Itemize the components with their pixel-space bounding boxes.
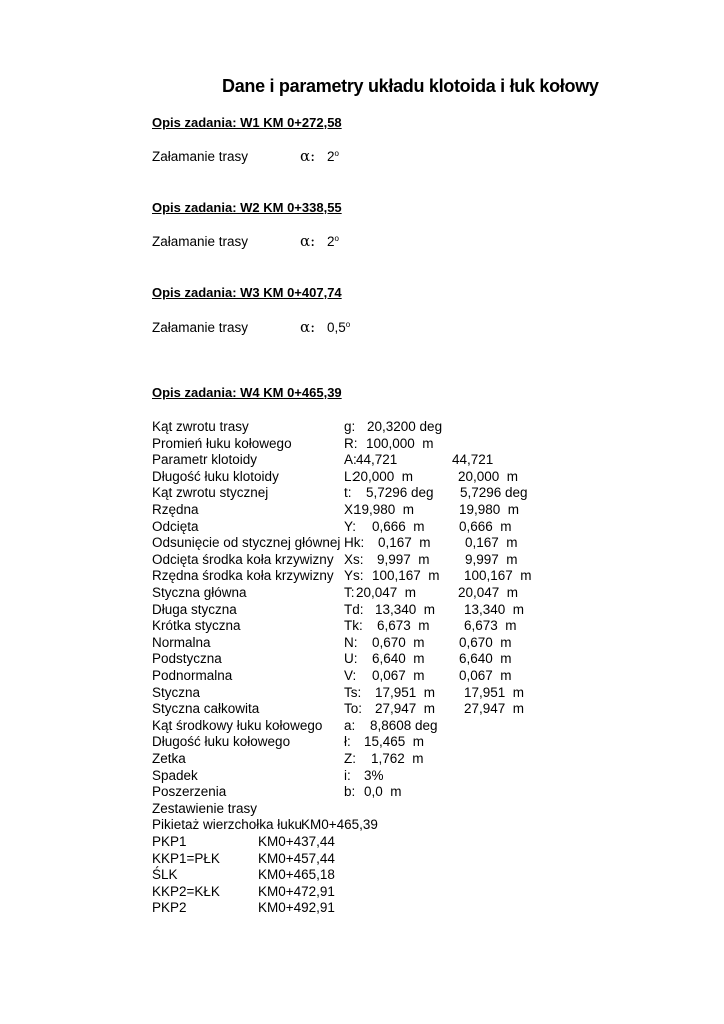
alpha-value-w2: 2$^o$ [327,234,339,249]
zestawienie-text: Zestawienie trasy [152,800,258,816]
param-row [0,519,724,536]
param-value: 100,000 m [366,435,434,451]
alpha-value-w1: 2$^o$ [327,149,339,164]
param-symbol: Ts: [344,684,362,700]
param-label: Styczna całkowita [152,701,260,717]
param-value: 3% [364,767,384,783]
param-value-second: 20,000 m [458,468,519,484]
section-heading-w1: Opis zadania: W1 KM 0+272,58 [152,115,342,130]
route-point-name: ŚLK [152,867,178,883]
param-symbol: Tk: [344,618,363,634]
param-symbol: i: [344,767,351,783]
param-value-second: 5,7296 deg [460,485,528,501]
param-value-second: 27,947 m [464,701,525,717]
section-heading-w4: Opis zadania: W4 KM 0+465,39 [152,385,342,400]
pikietaz-row [0,817,724,834]
param-value: 0,067 m [372,668,425,683]
param-row [0,469,724,486]
param-symbol: R: [344,435,358,451]
param-row [0,585,724,602]
param-value-second: 17,951 m [464,684,525,700]
alpha-symbol-w1: α: [300,147,316,165]
param-symbol: b: [344,784,356,800]
param-value: 8,8608 deg [370,717,438,733]
param-label: Długość łuku kołowego [152,734,291,750]
param-value: 1,762 m [371,751,424,766]
route-point-row [0,884,724,901]
route-point-name: KKP2=KŁK [152,883,220,899]
param-value-second: 6,640 m [459,651,512,667]
section-heading-w2: Opis zadania: W2 KM 0+338,55 [152,200,342,215]
param-symbol: Td: [344,601,364,617]
param-row [0,768,724,785]
param-label: Spadek [152,767,198,783]
param-value-second: 44,721 [452,452,494,468]
param-value-second: 100,167 m [464,568,532,584]
route-point-row [0,851,724,868]
param-label: Podstyczna [152,651,222,667]
param-label: Krótka styczna [152,618,241,634]
param-label: Kąt zwrotu stycznej [152,485,269,501]
param-symbol: t: [344,485,352,501]
route-point-km: KM0+437,44 [258,834,335,849]
param-value: 44,721 [356,452,398,468]
param-row [0,452,724,469]
param-row [0,502,724,519]
param-symbol: g: [344,419,356,434]
param-symbol: Xs: [344,551,364,567]
param-value-second: 0,067 m [459,668,512,683]
param-value: 0,0 m [364,784,402,800]
section-heading-w3: Opis zadania: W3 KM 0+407,74 [152,285,342,300]
param-value: 13,340 m [375,601,436,617]
param-symbol: X: [344,502,357,517]
param-value: 20,000 m [353,468,414,484]
param-symbol: To: [344,701,363,717]
param-row [0,618,724,635]
alpha-symbol-w2: α: [300,232,316,250]
param-value-second: 0,670 m [459,634,512,650]
param-value-second: 0,666 m [459,518,512,534]
param-label: Odcięta [152,518,199,534]
param-row [0,436,724,453]
section-label-w1: Załamanie trasy [152,149,249,164]
pikietaz-value: KM0+465,39 [301,817,378,833]
param-label: Podnormalna [152,668,233,683]
param-symbol: Z: [344,751,356,766]
pikietaz-label: Pikietaż wierzchołka łuku [152,817,303,833]
alpha-value-w3: 0,5$^o$ [327,320,351,335]
param-value-second: 9,997 m [465,551,518,567]
page-title: Dane i parametry układu klotoida i łuk kołowy [222,76,599,96]
route-point-km: KM0+465,18 [258,867,335,883]
param-row [0,784,724,801]
param-row [0,668,724,685]
param-row [0,701,724,718]
route-point-row [0,900,724,917]
param-label: Zetka [152,751,186,766]
param-symbol: ł: [344,734,351,750]
param-value: 100,167 m [372,568,440,584]
param-value: 19,980 m [354,502,415,517]
route-point-name: KKP1=PŁK [152,850,220,866]
param-value-second: 6,673 m [464,618,517,634]
route-point-km: KM0+492,91 [258,900,335,916]
section-label-w3: Załamanie trasy [152,320,249,335]
param-label: Rzędna [152,502,199,517]
param-label: Styczna [152,684,201,700]
param-row [0,651,724,668]
param-value: 15,465 m [364,734,425,750]
param-row [0,568,724,585]
param-value: 0,666 m [372,518,425,534]
param-label: Parametr klotoidy [152,452,258,468]
param-label: Poszerzenia [152,784,227,800]
route-point-km: KM0+472,91 [258,883,335,899]
param-row [0,602,724,619]
param-label: Długa styczna [152,601,237,617]
param-row [0,685,724,702]
param-label: Rzędna środka koła krzywizny [152,568,334,584]
param-row [0,635,724,652]
param-row [0,751,724,768]
param-value: 5,7296 deg [366,485,434,501]
param-label: Normalna [152,634,211,650]
param-label: Odsunięcie od stycznej głównej [152,535,341,551]
param-symbol: N: [344,634,358,650]
route-point-row [0,867,724,884]
param-label: Kąt środkowy łuku kołowego [152,717,323,733]
route-point-km: KM0+457,44 [258,850,335,866]
param-value-second: 0,167 m [465,535,518,551]
param-value: 20,3200 deg [367,419,443,434]
param-label: Długość łuku klotoidy [152,468,279,484]
param-value: 20,047 m [356,585,417,600]
route-point-row [0,834,724,851]
param-symbol: Y: [344,518,357,534]
param-value: 9,997 m [377,551,430,567]
param-symbol: a: [344,717,356,733]
param-symbol: U: [344,651,358,667]
param-value: 0,167 m [378,535,431,551]
param-symbol: A: [344,452,357,468]
param-value-second: 20,047 m [458,585,519,600]
param-value: 6,640 m [372,651,425,667]
param-row [0,419,724,436]
param-label: Styczna główna [152,585,247,600]
param-value-second: 13,340 m [464,601,525,617]
param-label: Odcięta środka koła krzywizny [152,551,334,567]
param-value: 6,673 m [377,618,430,634]
param-symbol: T: [344,585,355,600]
param-row [0,734,724,751]
param-label: Kąt zwrotu trasy [152,419,249,434]
zestawienie-label [0,801,724,818]
param-symbol: Hk: [344,535,365,551]
route-point-name: PKP1 [152,834,187,849]
param-value: 27,947 m [375,701,436,717]
param-value: 17,951 m [375,684,436,700]
param-symbol: V: [344,668,357,683]
param-row [0,718,724,735]
section-label-w2: Załamanie trasy [152,234,249,249]
param-value: 0,670 m [372,634,425,650]
alpha-symbol-w3: α: [300,318,316,336]
param-row [0,535,724,552]
param-symbol: L: [344,468,356,484]
param-row [0,485,724,502]
route-point-name: PKP2 [152,900,187,916]
param-symbol: Ys: [344,568,364,584]
param-row [0,552,724,569]
param-value-second: 19,980 m [459,502,520,517]
param-label: Promień łuku kołowego [152,435,292,451]
